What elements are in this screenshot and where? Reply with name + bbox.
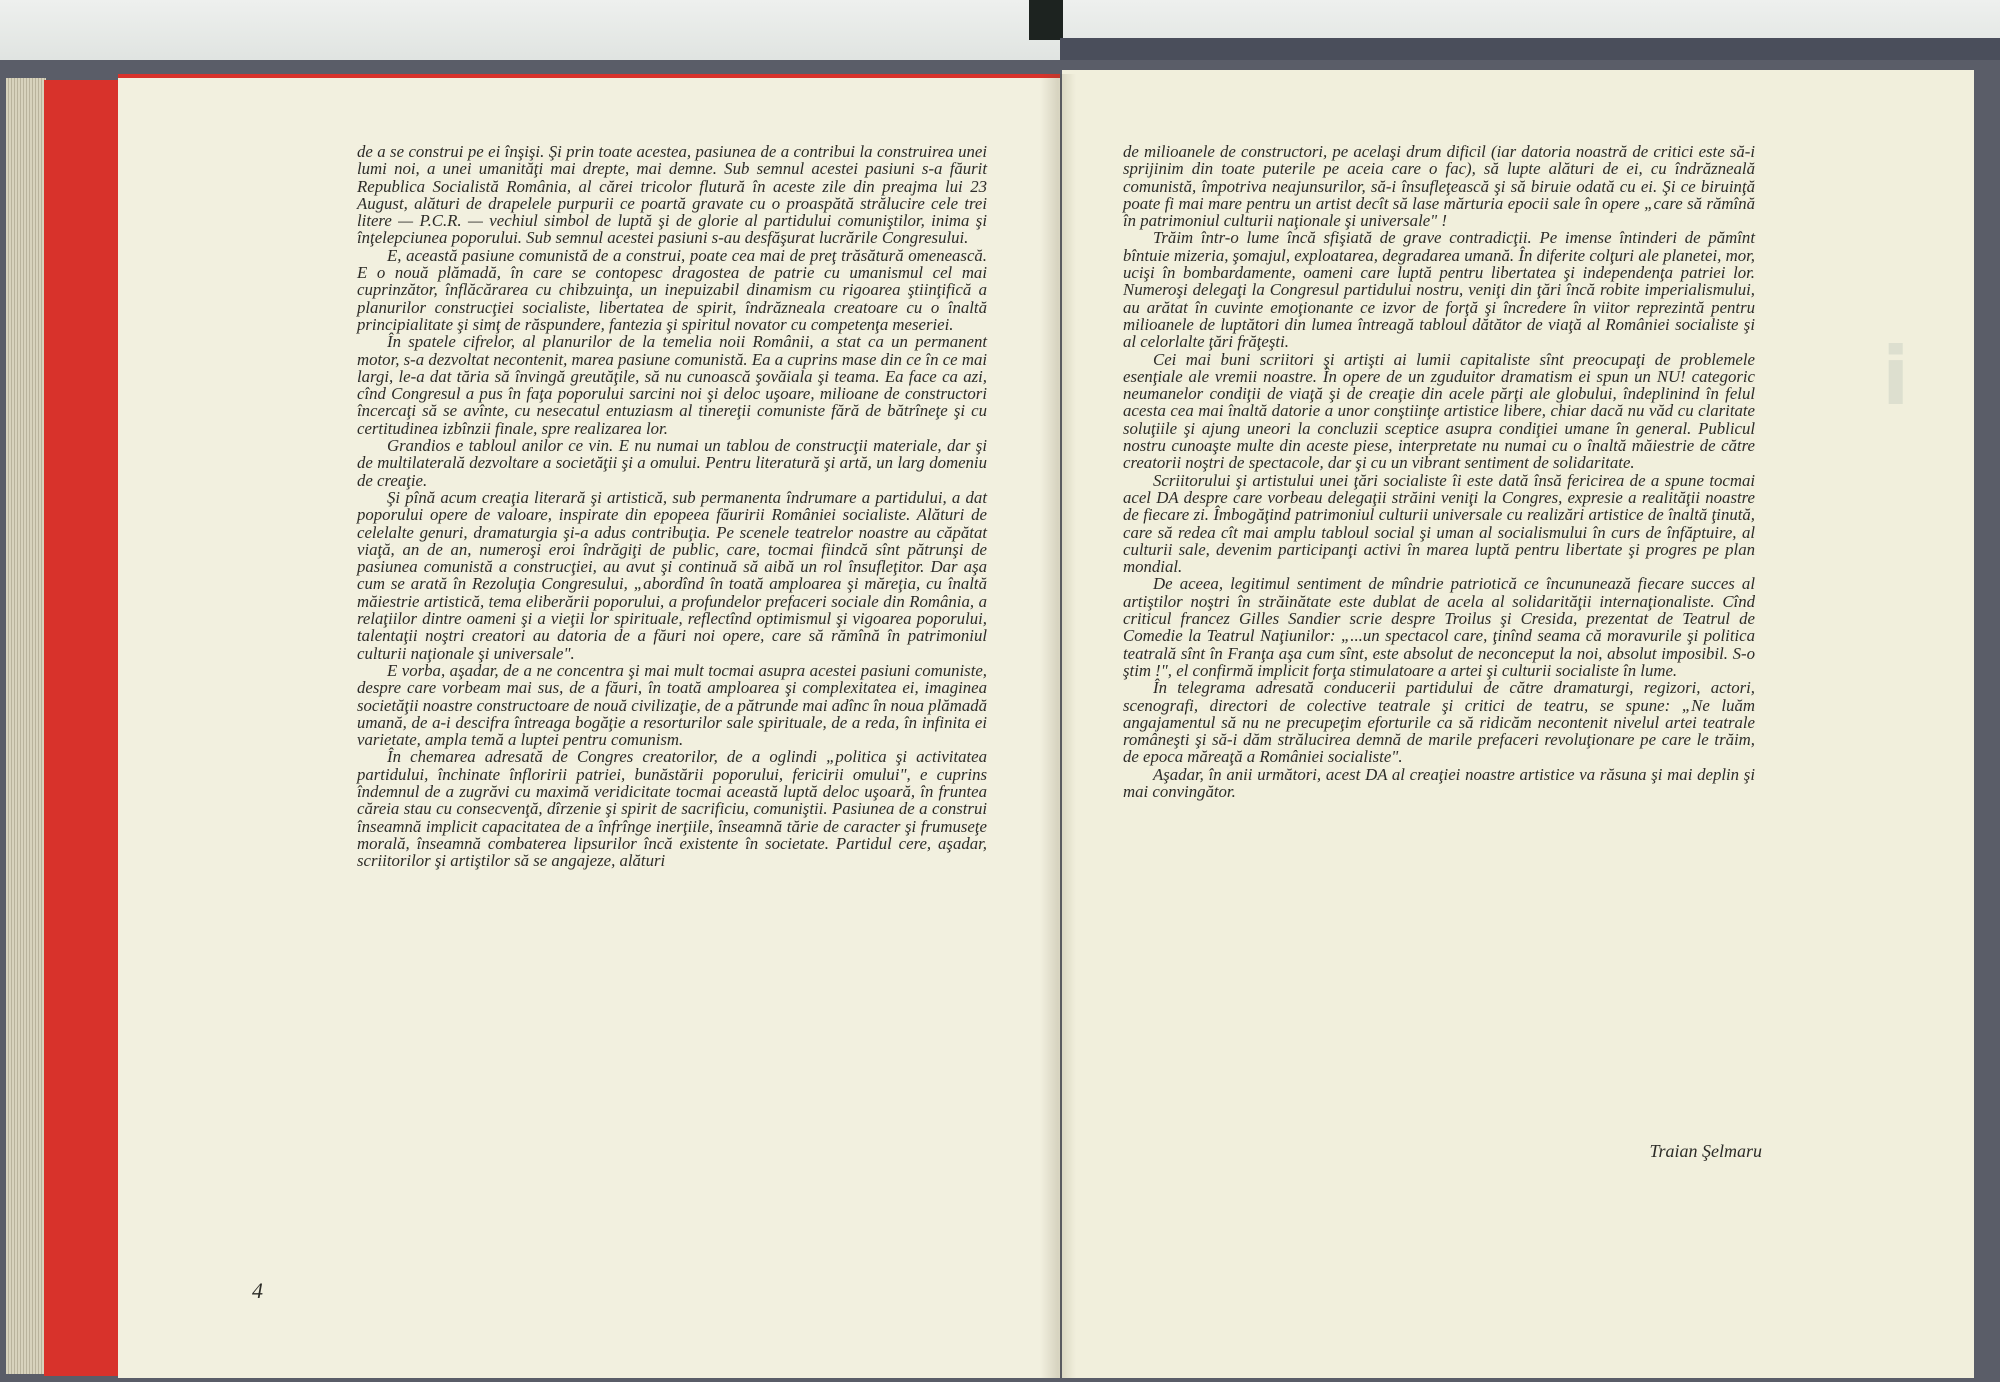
right-text-column bbox=[1123, 143, 1755, 800]
red-page-edge bbox=[44, 80, 126, 1376]
show-through-mark: i bbox=[1882, 330, 1910, 423]
paragraph: Trăim într-o lume încă sfişiată de grave contradicţii. Pe imense întinderi de pămînt bîntuie mizeria, şomajul, exploatarea, degradarea umană. În diferite colţuri ale planetei, mor, ucişi în bombardamente, oameni care luptă pentru libertatea şi independenţa patriei lor. Numeroşi delegaţi la Congresul partidului nostru, veniţi din ţări încă robite imperialismului, au arătat în cuvinte emoţionante ce izvor de forţă şi încredere în viitor reprezintă pentru milioanele de luptători din lumea întreagă tabloul dătător de viaţă al României socialiste şi al celorlalte ţări frăţeşti. bbox=[1123, 228, 1755, 352]
page-edges bbox=[6, 78, 46, 1374]
paragraph: E, această pasiune comunistă de a construi, poate cea mai de preţ trăsătură omenească. E o nouă plămadă, în care se contopesc dragostea de patrie cu umanismul cel mai cuprinzător, înflăcărarea cu chibzuinţa, un inepuizabil dinamism cu rigoarea ştiinţifică a planurilor construcţiei socialiste, libertatea de spirit, îndrăzneala creatoare cu o înaltă principialitate şi simţ de răspundere, fantezia şi spiritul novator cu competenţa meseriei. bbox=[357, 245, 987, 334]
paragraph: Aşadar, în anii următori, acest DA al creaţiei noastre artistice va răsuna şi mai deplin şi mai convingător. bbox=[1123, 764, 1755, 801]
paragraph: În chemarea adresată de Congres creatorilor, de a oglindi „politica şi activitatea partidului, închinate înfloririi patriei, bunăstării poporului, fericirii omului", e cuprins îndemnul de a zugrăvi cu maximă veridicitate tocmai această luptă deloc uşoară, în fruntea căreia stau cu consecvenţă, dîrzenie şi spirit de sacrificiu, comuniştii. Pasiunea de a construi înseamnă implicit capacitatea de a înfrînge inerţiile, înseamnă tărie de caracter şi frumuseţe morală, înseamnă combaterea lipsurilor încă existente în societate. Partidul cere, aşadar, scriitorilor şi artiştilor să se angajeze, alături bbox=[357, 747, 987, 871]
scan-background-top bbox=[0, 0, 2000, 64]
paragraph: În spatele cifrelor, al planurilor de la temelia noii Românii, a stat ca un permanent motor, s-a dezvoltat necontenit, marea pasiune comunistă. Ea a cuprins mase din ce în ce mai largi, le-a dat tăria să învingă greutăţile, să nu cunoască şovăiala şi teama. Ea face ca azi, cînd Congresul a pus în faţa poporului sarcini noi şi deloc uşoare, milioane de constructori încercaţi să se avînte, cu nesecatul entuziasm al tinereţii comuniste fără de bătrîneţe şi cu certitudinea izbînzii finale, spre realizarea lor. bbox=[357, 332, 987, 438]
paragraph: În telegrama adresată conducerii partidului de către dramaturgi, regizori, actori, scenografi, directori de colective teatrale şi critici de teatru, se spune: „Ne luăm angajamentul să nu ne precupeţim eforturile ca să ridicăm necontenit nivelul artei teatrale româneşti şi să-i dăm strălucirea demnă de marile prefaceri revoluţionare pe care le trăim, de epoca măreaţă a României socialiste". bbox=[1123, 678, 1755, 767]
page-number: 4 bbox=[252, 1278, 263, 1303]
author-signature: Traian Şelmaru bbox=[1649, 1141, 1762, 1161]
book-gutter bbox=[1040, 74, 1076, 1378]
scan-seam bbox=[1029, 0, 1063, 40]
paragraph: E vorba, aşadar, de a ne concentra şi mai mult tocmai asupra acestei pasiuni comuniste, despre care vorbeam mai sus, de a făuri, în toată amploarea şi complexitatea ei, imaginea societăţii noastre constructoare de nouă civilizaţie, de a pătrunde mai adînc în noua plămadă umană, de a-i descifra întreaga bogăţie a resorturilor sale spirituale, de a reda, în infinita ei varietate, ampla temă a luptei pentru comunism. bbox=[357, 660, 987, 750]
paragraph: Şi pînă acum creaţia literară şi artistică, sub permanenta îndrumare a partidului, a dat poporului opere de valoare, inspirate din epopeea făuririi României socialiste. Alături de celelalte genuri, dramaturgia şi-a adus contribuţia. Pe scenele teatrelor noastre au căpătat viaţă, an de an, numeroşi eroi îndrăgiţi de public, care, tocmai fiindcă sînt pătrunşi de pasiunea comunistă a construcţiei, au avut şi continuă să aibă un rol însufleţitor. Dar aşa cum se arată în Rezoluţia Congresului, „abordînd în toată amploarea şi măreţia, cu înaltă măiestrie artistică, tema eliberării poporului, a profundelor prefaceri sociale din România, a relaţiilor dintre oameni şi a vieţii lor spirituale, reflectînd optimismul şi vigoarea poporului, talentaţii noştri creatori au datoria de a făuri noi opere, care să rămînă în patrimoniul culturii naţionale şi universale". bbox=[357, 487, 987, 663]
paragraph: Cei mai buni scriitori şi artişti ai lumii capitaliste sînt preocupaţi de problemele esenţiale ale vremii noastre. În opere de un zguduitor dramatism ei spun un NU! categoric neumanelor condiţii de viaţă şi de creaţie din acele părţi ale globului, îndeplinind în felul acesta cea mai înaltă datorie a unor conştiinţe artistice libere, chiar dacă nu văd cu claritate soluţiile şi ajung uneori la concluzii sceptice asupra condiţiei umane în general. Publicul nostru cunoaşte multe din aceste piese, interpretate nu numai cu o înaltă măiestrie de către creatorii noştri de spectacole, dar şi cu un vibrant sentiment de solidaritate. bbox=[1123, 349, 1755, 473]
paragraph: De aceea, legitimul sentiment de mîndrie patriotică ce încununează fiecare succes al artiştilor noştri în străinătate este dublat de acela al solidarităţii internaţionaliste. Cînd criticul francez Gilles Sandier scrie despre Troilus şi Cresida, prezentat de Teatrul de Comedie la Teatrul Naţiunilor: „...un spectacol care, ţinînd seama că moravurile şi politica teatrală sînt în Franţa aşa cum sînt, este absolut de neconceput la noi, absolut imposibil. S-o ştim !", el confirmă implicit forţa stimulatoare a artei şi culturii socialiste în lume. bbox=[1123, 574, 1755, 680]
paragraph: de milioanele de constructori, pe acelaşi drum dificil (iar datoria noastră de critici este să-i sprijinim din toate puterile pe aceia care o fac), să lupte alături de ei, cu îndrăzneală comunistă, împotriva neajunsurilor, să-i însufleţească şi să biruie odată cu ei. Şi ce biruinţă poate fi mai mare pentru un artist decît să lase mărturia epocii sale în opere „care să rămînă în patrimoniul culturii naţionale şi universale" ! bbox=[1123, 142, 1755, 231]
paragraph: Grandios e tabloul anilor ce vin. E nu numai un tablou de construcţii materiale, dar şi de multilaterală dezvoltare a societăţii şi a omului. Pentru literatură şi artă, un larg domeniu de creaţie. bbox=[357, 436, 987, 490]
left-text-column bbox=[357, 143, 987, 869]
paragraph: Scriitorului şi artistului unei ţări socialiste îi este dată însă fericirea de a spune tocmai acel DA despre care vorbeau delegaţii străini veniţi la Congres, expresie a realităţii noastre de fiecare zi. Îmbogăţind patrimoniul culturii universale cu realizări artistice de înaltă ţinută, care să redea cît mai amplu tabloul social şi uman al socialismului în curs de înfăptuire, al culturii sale, devenim participanţi activi în marea luptă pentru libertate şi progres pe plan mondial. bbox=[1123, 470, 1755, 577]
paragraph: de a se construi pe ei înşişi. Şi prin toate acestea, pasiunea de a contribui la construirea unei lumi noi, a unei umanităţi mai drepte, mai demne. Sub semnul acestei pasiuni s-a făurit Republica Socialistă România, al cărei tricolor flutură în aceste zile din preajma lui 23 August, alături de drapelele purpurii ce poartă gravate cu o proaspătă strălucire cele trei litere — P.C.R. — vechiul simbol de luptă şi de glorie al partidului comuniştilor, inima şi înţelepciunea poporului. Sub semnul acestei pasiuni s-au desfăşurat lucrările Congresului. bbox=[357, 142, 987, 248]
